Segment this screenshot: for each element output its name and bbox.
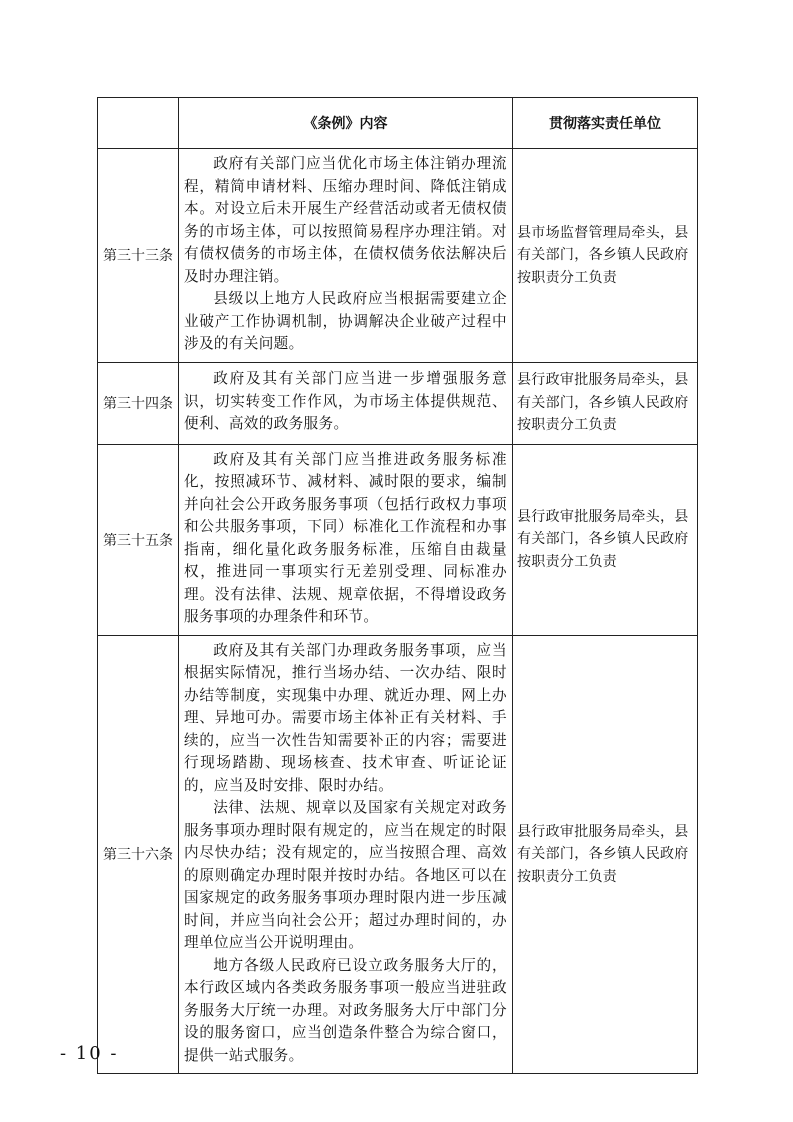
paragraph: 县级以上地方人民政府应当根据需要建立企业破产工作协调机制，协调解决企业破产过程中涉及的有关问题。	[184, 290, 507, 352]
responsible-unit: 县行政审批服务局牵头，县有关部门，各乡镇人民政府按职责分工负责	[513, 444, 698, 635]
responsible-unit: 县行政审批服务局牵头，县有关部门，各乡镇人民政府按职责分工负责	[513, 362, 698, 444]
article-number: 第三十四条	[98, 362, 179, 444]
article-number: 第三十三条	[98, 149, 179, 363]
table-header-row	[98, 98, 698, 149]
article-content	[179, 444, 513, 635]
article-content	[179, 149, 513, 363]
page-number: - 10 -	[60, 1043, 119, 1064]
paragraph: 政府有关部门应当优化市场主体注销办理流程，精简申请材料、压缩办理时间、降低注销成本。对设立后未开展生产经营活动或者无债权债务的市场主体，可以按照简易程序办理注销。对有债权债务的市场主体，在债权债务依法解决后及时办理注销。	[184, 155, 507, 285]
responsible-unit: 县市场监督管理局牵头，县有关部门，各乡镇人民政府按职责分工负责	[513, 149, 698, 363]
paragraph: 政府及其有关部门办理政务服务事项，应当根据实际情况，推行当场办结、一次办结、限时办结等制度，实现集中办理、就近办理、网上办理、异地可办。需要市场主体补正有关材料、手续的，应当一次性告知需要补正的内容；需要进行现场踏勘、现场核查、技术审查、听证论证的，应当及时安排、限时办结。	[184, 641, 507, 794]
responsible-unit: 县行政审批服务局牵头，县有关部门，各乡镇人民政府按职责分工负责	[513, 635, 698, 1074]
table-row	[98, 635, 698, 1074]
paragraph: 政府及其有关部门应当推进政务服务标准化，按照减环节、减材料、减时限的要求，编制并向社会公开政务服务事项（包括行政权力事项和公共服务事项，下同）标准化工作流程和办事指南，细化量化政务服务标准，压缩自由裁量权，推进同一事项实行无差别受理、同标准办理。没有法律、法规、规章依据，不得增设政务服务事项的办理条件和环节。	[184, 450, 507, 625]
table-row	[98, 149, 698, 363]
article-content	[179, 362, 513, 444]
table-row	[98, 444, 698, 635]
paragraph: 法律、法规、规章以及国家有关规定对政务服务事项办理时限有规定的，应当在规定的时限内尽快办结；没有规定的，应当按照合理、高效的原则确定办理时限并按时办结。各地区可以在国家规定的政务服务事项办理时限内进一步压减时间，并应当向社会公开；超过办理时间的，办理单位应当公开说明理由。	[184, 799, 507, 951]
paragraph: 地方各级人民政府已设立政务服务大厅的，本行政区域内各类政务服务事项一般应当进驻政务服务大厅统一办理。对政务服务大厅中部门分设的服务窗口，应当创造条件整合为综合窗口，提供一站式服务。	[184, 956, 507, 1064]
header-article	[98, 98, 179, 149]
header-responsible: 贯彻落实责任单位	[513, 98, 698, 149]
article-number: 第三十六条	[98, 635, 179, 1074]
header-content: 《条例》内容	[179, 98, 513, 149]
regulation-table	[97, 97, 698, 1074]
paragraph: 政府及其有关部门应当进一步增强服务意识，切实转变工作作风，为市场主体提供规范、便利、高效的政务服务。	[184, 370, 507, 433]
article-content	[179, 635, 513, 1074]
table-row	[98, 362, 698, 444]
article-number: 第三十五条	[98, 444, 179, 635]
